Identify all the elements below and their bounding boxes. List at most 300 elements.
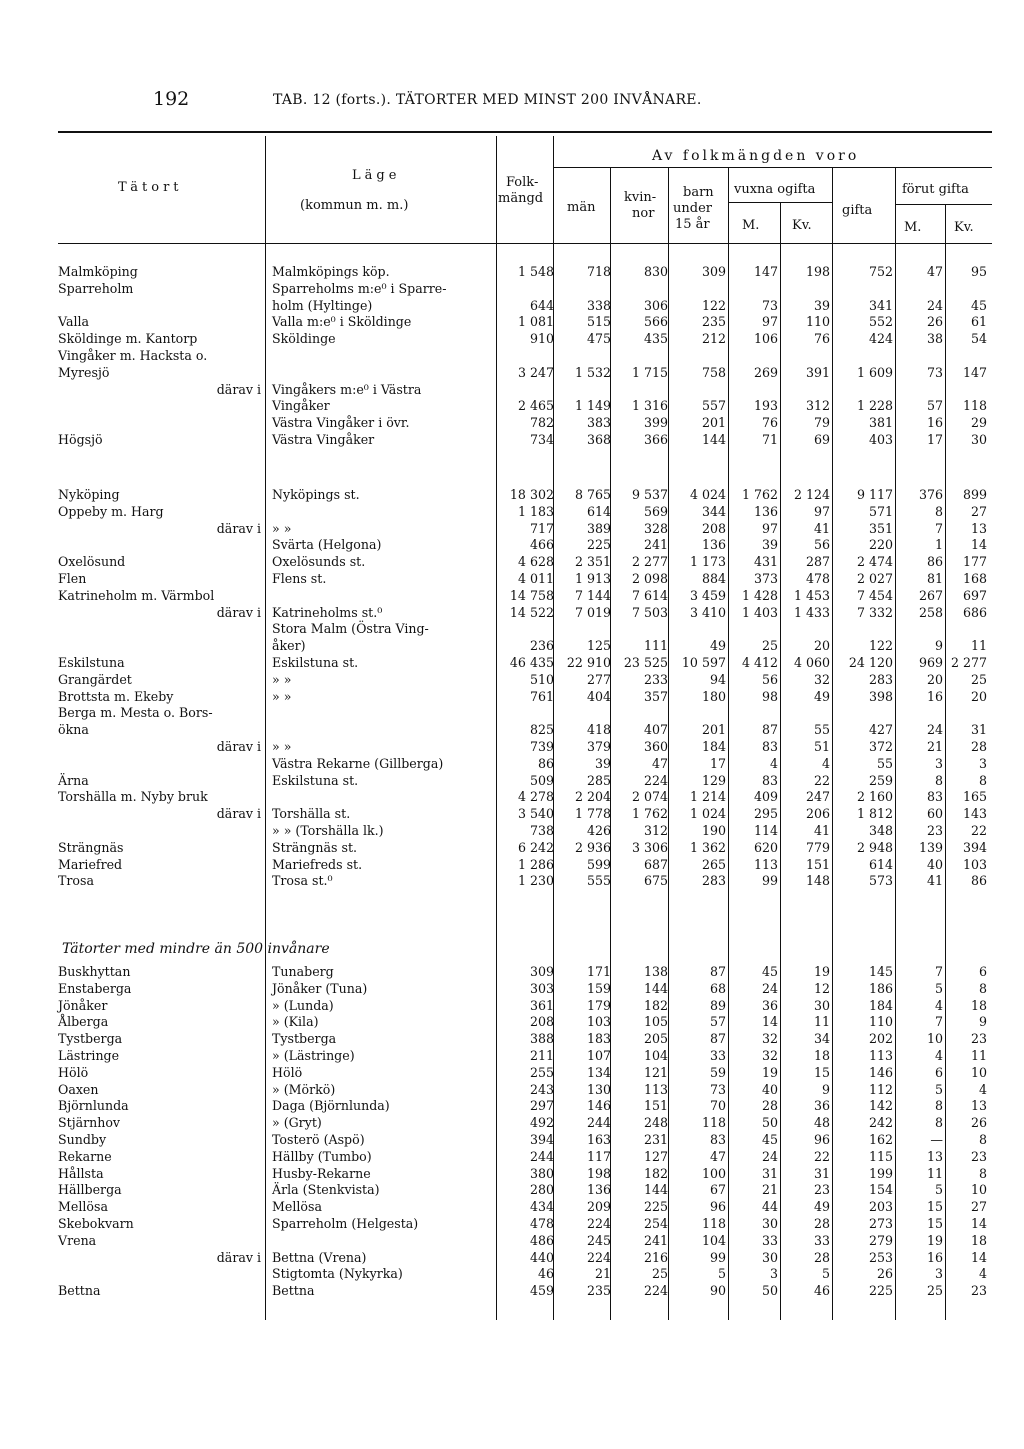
- cell-value: 67: [709, 1182, 726, 1198]
- cell-value: 16: [926, 688, 943, 704]
- cell-value: 19: [926, 1232, 943, 1248]
- table-group-1: [0, 264, 1024, 449]
- cell-value: 97: [761, 520, 778, 536]
- table-row: [0, 1283, 1024, 1300]
- cell-value: 599: [586, 856, 611, 872]
- table-row: [0, 823, 1024, 840]
- table-group-2: [0, 487, 1024, 890]
- cell-value: 38: [926, 331, 943, 347]
- cell-value: 1 532: [574, 364, 611, 380]
- header-kvinnor-2: nor: [632, 206, 655, 221]
- cell-value: 10: [970, 1182, 987, 1198]
- cell-value: 30: [813, 997, 830, 1013]
- cell-value: 407: [643, 722, 668, 738]
- cell-value: 247: [805, 789, 830, 805]
- cell-value: 183: [586, 1031, 611, 1047]
- cell-tatort: Nyköping: [58, 487, 120, 502]
- cell-value: 112: [868, 1081, 893, 1097]
- cell-value: 381: [868, 415, 893, 431]
- cell-tatort: Sparreholm: [58, 280, 134, 296]
- cell-lage: Stigtomta (Nykyrka): [272, 1266, 403, 1282]
- cell-value: 49: [813, 1199, 830, 1215]
- header-folkmangd-2: mängd: [498, 191, 544, 206]
- cell-lage: Trosa st.⁰: [272, 873, 333, 889]
- cell-value: 203: [868, 1199, 893, 1215]
- cell-value: 379: [586, 738, 611, 754]
- cell-value: 8: [978, 980, 987, 996]
- cell-tatort: Flen: [58, 570, 87, 586]
- cell-value: 383: [586, 415, 611, 431]
- cell-value: 5: [821, 1266, 830, 1282]
- cell-lage: Bettna: [272, 1283, 315, 1299]
- cell-value: 259: [868, 772, 893, 788]
- cell-value: 7: [934, 964, 943, 979]
- table-row: [0, 1166, 1024, 1183]
- cell-value: 79: [813, 415, 830, 431]
- cell-value: 206: [805, 806, 830, 822]
- cell-value: 23: [970, 1283, 987, 1299]
- cell-lage: Ärla (Stenkvista): [272, 1182, 380, 1198]
- cell-value: 50: [761, 1283, 778, 1299]
- cell-value: 90: [709, 1283, 726, 1299]
- table-row: [0, 756, 1024, 773]
- cell-value: 1 812: [856, 806, 893, 822]
- table-row: [0, 348, 1024, 365]
- table-row: [0, 1266, 1024, 1283]
- cell-value: 122: [701, 297, 726, 313]
- table-row: [0, 1233, 1024, 1250]
- cell-value: 18: [970, 997, 987, 1013]
- cell-value: 344: [701, 503, 726, 519]
- cell-value: 969: [918, 654, 943, 670]
- cell-lage: Flens st.: [272, 570, 327, 586]
- cell-value: 11: [970, 1047, 987, 1063]
- table-group-3: [0, 964, 1024, 1300]
- table-row: [0, 773, 1024, 790]
- cell-value: 17: [709, 755, 726, 771]
- table-row: [0, 1132, 1024, 1149]
- cell-value: 13: [970, 1098, 987, 1114]
- cell-value: 83: [709, 1131, 726, 1147]
- table-row: [0, 689, 1024, 706]
- cell-value: 235: [701, 314, 726, 330]
- cell-tatort: Berga m. Mesta o. Bors-: [58, 705, 213, 721]
- cell-value: 1 433: [793, 604, 830, 620]
- cell-value: 147: [962, 364, 987, 380]
- cell-tatort: Bettna: [58, 1283, 101, 1299]
- cell-value: 418: [586, 722, 611, 738]
- cell-value: 97: [761, 314, 778, 330]
- cell-value: 273: [868, 1215, 893, 1231]
- cell-value: 36: [761, 997, 778, 1013]
- cell-value: 398: [868, 688, 893, 704]
- cell-value: 115: [868, 1148, 893, 1164]
- cell-value: 148: [805, 873, 830, 889]
- cell-value: 4 060: [793, 654, 830, 670]
- cell-value: 45: [970, 297, 987, 313]
- table-row: [0, 739, 1024, 756]
- cell-value: 571: [868, 503, 893, 519]
- table-row: [0, 789, 1024, 806]
- cell-value: 1 230: [517, 873, 554, 889]
- cell-value: 8: [934, 772, 943, 788]
- cell-value: 208: [701, 520, 726, 536]
- cell-value: 225: [586, 537, 611, 553]
- cell-value: 22: [813, 1148, 830, 1164]
- table-row: [0, 655, 1024, 672]
- cell-lage: » »: [272, 738, 292, 754]
- cell-value: 372: [868, 738, 893, 754]
- cell-value: 10 597: [681, 654, 726, 670]
- cell-value: 145: [868, 964, 893, 979]
- cell-tatort: Brottsta m. Ekeby: [58, 688, 174, 704]
- cell-value: 113: [753, 856, 778, 872]
- cell-value: 96: [813, 1131, 830, 1147]
- cell-value: 25: [651, 1266, 668, 1282]
- cell-value: 28: [761, 1098, 778, 1114]
- cell-value: 47: [926, 264, 943, 279]
- cell-tatort: Vingåker m. Hacksta o.: [58, 347, 208, 363]
- cell-value: 1 403: [741, 604, 778, 620]
- cell-value: 193: [753, 398, 778, 414]
- cell-value: 89: [709, 997, 726, 1013]
- cell-value: 309: [701, 264, 726, 279]
- cell-value: 225: [643, 1199, 668, 1215]
- cell-tatort: Tystberga: [58, 1031, 123, 1047]
- cell-value: 177: [962, 554, 987, 570]
- cell-lage: Vingåkers m:e⁰ i Västra: [272, 381, 422, 397]
- cell-value: 28: [970, 738, 987, 754]
- cell-tatort: Katrineholm m. Värmbol: [58, 587, 215, 603]
- cell-value: 389: [586, 520, 611, 536]
- cell-value: 39: [813, 297, 830, 313]
- cell-tatort: Rekarne: [58, 1148, 112, 1164]
- cell-value: 1 762: [741, 487, 778, 502]
- cell-tatort: Torshälla m. Nyby bruk: [58, 789, 208, 805]
- cell-value: 151: [805, 856, 830, 872]
- cell-value: 283: [701, 873, 726, 889]
- cell-tatort: Hällberga: [58, 1182, 122, 1198]
- cell-value: 566: [643, 314, 668, 330]
- cell-tatort: Grangärdet: [58, 671, 132, 687]
- cell-lage: Malmköpings köp.: [272, 264, 390, 279]
- cell-value: 60: [926, 806, 943, 822]
- cell-value: 243: [529, 1081, 554, 1097]
- table-row: [0, 1014, 1024, 1031]
- cell-value: 142: [868, 1098, 893, 1114]
- cell-value: 236: [529, 638, 554, 654]
- cell-value: 1 316: [631, 398, 668, 414]
- cell-value: 779: [805, 839, 830, 855]
- cell-tatort: Ärna: [58, 772, 89, 788]
- cell-lage: Svärta (Helgona): [272, 537, 382, 553]
- cell-value: 117: [586, 1148, 611, 1164]
- cell-tatort: Eskilstuna: [58, 654, 125, 670]
- cell-value: 18 302: [509, 487, 554, 502]
- cell-value: 165: [962, 789, 987, 805]
- table-row: [0, 314, 1024, 331]
- cell-value: 1 715: [631, 364, 668, 380]
- cell-value: 118: [701, 1215, 726, 1231]
- cell-value: 201: [701, 415, 726, 431]
- cell-lage: Hölö: [272, 1064, 303, 1080]
- cell-value: 27: [970, 1199, 987, 1215]
- cell-value: 5: [934, 1081, 943, 1097]
- table-row: [0, 521, 1024, 538]
- cell-value: 10: [926, 1031, 943, 1047]
- cell-value: 1 081: [517, 314, 554, 330]
- cell-value: 30: [761, 1215, 778, 1231]
- table-row: [0, 1115, 1024, 1132]
- cell-value: 71: [761, 431, 778, 447]
- cell-value: 83: [761, 772, 778, 788]
- cell-value: 7 614: [631, 587, 668, 603]
- cell-value: 475: [586, 331, 611, 347]
- cell-tatort: Vrena: [58, 1232, 97, 1248]
- cell-value: 216: [643, 1249, 668, 1265]
- cell-value: 376: [918, 487, 943, 502]
- cell-value: 366: [643, 431, 668, 447]
- cell-value: 73: [761, 297, 778, 313]
- cell-tatort: Myresjö: [58, 364, 110, 380]
- cell-value: 5: [934, 1182, 943, 1198]
- table-row: [0, 806, 1024, 823]
- cell-value: 30: [761, 1249, 778, 1265]
- cell-value: 68: [709, 980, 726, 996]
- cell-value: 244: [586, 1115, 611, 1131]
- cell-value: 17: [926, 431, 943, 447]
- table-row: [0, 1199, 1024, 1216]
- cell-lage: Sparreholms m:e⁰ i Sparre-: [272, 280, 447, 296]
- cell-value: 328: [643, 520, 668, 536]
- cell-value: 404: [586, 688, 611, 704]
- table-row: [0, 873, 1024, 890]
- cell-value: 118: [701, 1115, 726, 1131]
- cell-value: —: [930, 1131, 943, 1147]
- cell-value: 32: [813, 671, 830, 687]
- cell-value: 22 910: [566, 654, 611, 670]
- cell-tatort: därav i: [216, 738, 261, 754]
- cell-value: 287: [805, 554, 830, 570]
- cell-value: 620: [753, 839, 778, 855]
- cell-value: 70: [709, 1098, 726, 1114]
- cell-value: 1 453: [793, 587, 830, 603]
- table-row: [0, 1031, 1024, 1048]
- table-row: [0, 537, 1024, 554]
- cell-lage: Valla m:e⁰ i Sköldinge: [272, 314, 412, 330]
- header-forut-kv: Kv.: [954, 220, 974, 235]
- cell-value: 614: [868, 856, 893, 872]
- cell-value: 360: [643, 738, 668, 754]
- header-barn-3: 15 år: [675, 217, 710, 232]
- table-row: [0, 382, 1024, 399]
- cell-value: 555: [586, 873, 611, 889]
- cell-value: 11: [970, 638, 987, 654]
- cell-value: 248: [643, 1115, 668, 1131]
- cell-value: 279: [868, 1232, 893, 1248]
- header-vuxna-kv: Kv.: [792, 218, 812, 233]
- cell-value: 27: [970, 503, 987, 519]
- cell-lage: Nyköpings st.: [272, 487, 360, 502]
- cell-value: 44: [761, 1199, 778, 1215]
- cell-lage: » (Gryt): [272, 1115, 322, 1131]
- header-gifta: gifta: [842, 203, 873, 218]
- header-lage: Läge: [352, 168, 401, 183]
- cell-value: 244: [529, 1148, 554, 1164]
- cell-value: 2 160: [856, 789, 893, 805]
- cell-value: 127: [643, 1148, 668, 1164]
- cell-value: 5: [717, 1266, 726, 1282]
- table-row: [0, 722, 1024, 739]
- cell-value: 56: [813, 537, 830, 553]
- cell-value: 1 428: [741, 587, 778, 603]
- cell-tatort: Lästringe: [58, 1047, 120, 1063]
- cell-value: 557: [701, 398, 726, 414]
- cell-value: 6: [934, 1064, 943, 1080]
- cell-value: 3 459: [689, 587, 726, 603]
- cell-value: 7: [934, 520, 943, 536]
- cell-lage: Hällby (Tumbo): [272, 1148, 372, 1164]
- cell-value: 478: [805, 570, 830, 586]
- cell-value: 15: [813, 1064, 830, 1080]
- cell-tatort: Björnlunda: [58, 1098, 129, 1114]
- cell-value: 41: [813, 520, 830, 536]
- cell-value: 163: [586, 1131, 611, 1147]
- table-row: [0, 571, 1024, 588]
- cell-lage: Sparreholm (Helgesta): [272, 1215, 419, 1231]
- header-divider-av: [553, 167, 992, 168]
- cell-tatort: Ålberga: [58, 1014, 109, 1030]
- cell-value: 2 474: [856, 554, 893, 570]
- cell-value: 348: [868, 822, 893, 838]
- cell-value: 14: [970, 1249, 987, 1265]
- cell-tatort: därav i: [216, 1249, 261, 1265]
- cell-value: 198: [586, 1165, 611, 1181]
- table-title: TAB. 12 (forts.). TÄTORTER MED MINST 200 INVÅNARE.: [273, 92, 702, 108]
- cell-value: 11: [926, 1165, 943, 1181]
- cell-lage: » (Lunda): [272, 997, 334, 1013]
- cell-value: 32: [761, 1031, 778, 1047]
- cell-value: 211: [529, 1047, 554, 1063]
- cell-value: 233: [643, 671, 668, 687]
- cell-value: 47: [709, 1148, 726, 1164]
- cell-value: 106: [753, 331, 778, 347]
- cell-value: 184: [868, 997, 893, 1013]
- cell-value: 253: [868, 1249, 893, 1265]
- cell-value: 39: [761, 537, 778, 553]
- cell-value: 59: [709, 1064, 726, 1080]
- cell-value: 16: [926, 415, 943, 431]
- cell-tatort: Hölö: [58, 1064, 89, 1080]
- cell-value: 24: [926, 297, 943, 313]
- table-row: [0, 1250, 1024, 1267]
- cell-lage: Västra Rekarne (Gillberga): [272, 755, 444, 771]
- header-folkmangd-1: Folk-: [506, 175, 539, 190]
- cell-tatort: Stjärnhov: [58, 1115, 121, 1131]
- cell-value: 199: [868, 1165, 893, 1181]
- cell-value: 41: [813, 822, 830, 838]
- cell-value: 312: [805, 398, 830, 414]
- cell-tatort: Buskhyttan: [58, 964, 131, 979]
- cell-tatort: Malmköping: [58, 264, 138, 279]
- cell-value: 1 548: [517, 264, 554, 279]
- table-row: [0, 432, 1024, 449]
- cell-value: 431: [753, 554, 778, 570]
- cell-value: 50: [761, 1115, 778, 1131]
- cell-value: 1: [934, 537, 943, 553]
- cell-value: 1 183: [517, 503, 554, 519]
- cell-value: 303: [529, 980, 554, 996]
- cell-value: 6: [978, 964, 987, 979]
- cell-value: 39: [594, 755, 611, 771]
- table-row: [0, 1082, 1024, 1099]
- cell-value: 22: [813, 772, 830, 788]
- cell-value: 33: [813, 1232, 830, 1248]
- cell-value: 23: [813, 1182, 830, 1198]
- cell-value: 283: [868, 671, 893, 687]
- cell-value: 57: [926, 398, 943, 414]
- cell-value: 267: [918, 587, 943, 603]
- cell-value: 2 351: [574, 554, 611, 570]
- cell-lage: Sköldinge: [272, 331, 336, 347]
- cell-value: 48: [813, 1115, 830, 1131]
- cell-value: 277: [586, 671, 611, 687]
- cell-value: 86: [926, 554, 943, 570]
- cell-value: 159: [586, 980, 611, 996]
- cell-value: 23 525: [623, 654, 668, 670]
- cell-value: 113: [643, 1081, 668, 1097]
- cell-value: 686: [962, 604, 987, 620]
- cell-value: 459: [529, 1283, 554, 1299]
- cell-value: 224: [643, 772, 668, 788]
- cell-value: 147: [753, 264, 778, 279]
- table-row: [0, 554, 1024, 571]
- table-row: [0, 705, 1024, 722]
- cell-lage: Mariefreds st.: [272, 856, 363, 872]
- table-row: [0, 487, 1024, 504]
- cell-value: 409: [753, 789, 778, 805]
- cell-value: 61: [970, 314, 987, 330]
- cell-value: 41: [926, 873, 943, 889]
- cell-lage: Katrineholms st.⁰: [272, 604, 383, 620]
- table-row: [0, 1048, 1024, 1065]
- cell-value: 782: [529, 415, 554, 431]
- cell-value: 25: [926, 1283, 943, 1299]
- cell-value: 182: [643, 1165, 668, 1181]
- cell-value: 1 173: [689, 554, 726, 570]
- cell-value: 25: [761, 638, 778, 654]
- cell-value: 492: [529, 1115, 554, 1131]
- cell-value: 144: [643, 980, 668, 996]
- cell-lage: Vingåker: [272, 398, 330, 414]
- cell-value: 255: [529, 1064, 554, 1080]
- cell-value: 99: [709, 1249, 726, 1265]
- cell-value: 394: [962, 839, 987, 855]
- cell-value: 125: [586, 638, 611, 654]
- cell-lage: Västra Vingåker i övr.: [272, 415, 410, 431]
- cell-value: 46: [537, 1266, 554, 1282]
- table-row: [0, 1098, 1024, 1115]
- cell-value: 697: [962, 587, 987, 603]
- cell-value: 33: [761, 1232, 778, 1248]
- cell-value: 2 124: [793, 487, 830, 502]
- cell-value: 151: [643, 1098, 668, 1114]
- header-vuxna-m: M.: [742, 218, 760, 233]
- cell-value: 205: [643, 1031, 668, 1047]
- cell-value: 1 214: [689, 789, 726, 805]
- cell-value: 24 120: [848, 654, 893, 670]
- header-lage-sub: (kommun m. m.): [300, 198, 409, 213]
